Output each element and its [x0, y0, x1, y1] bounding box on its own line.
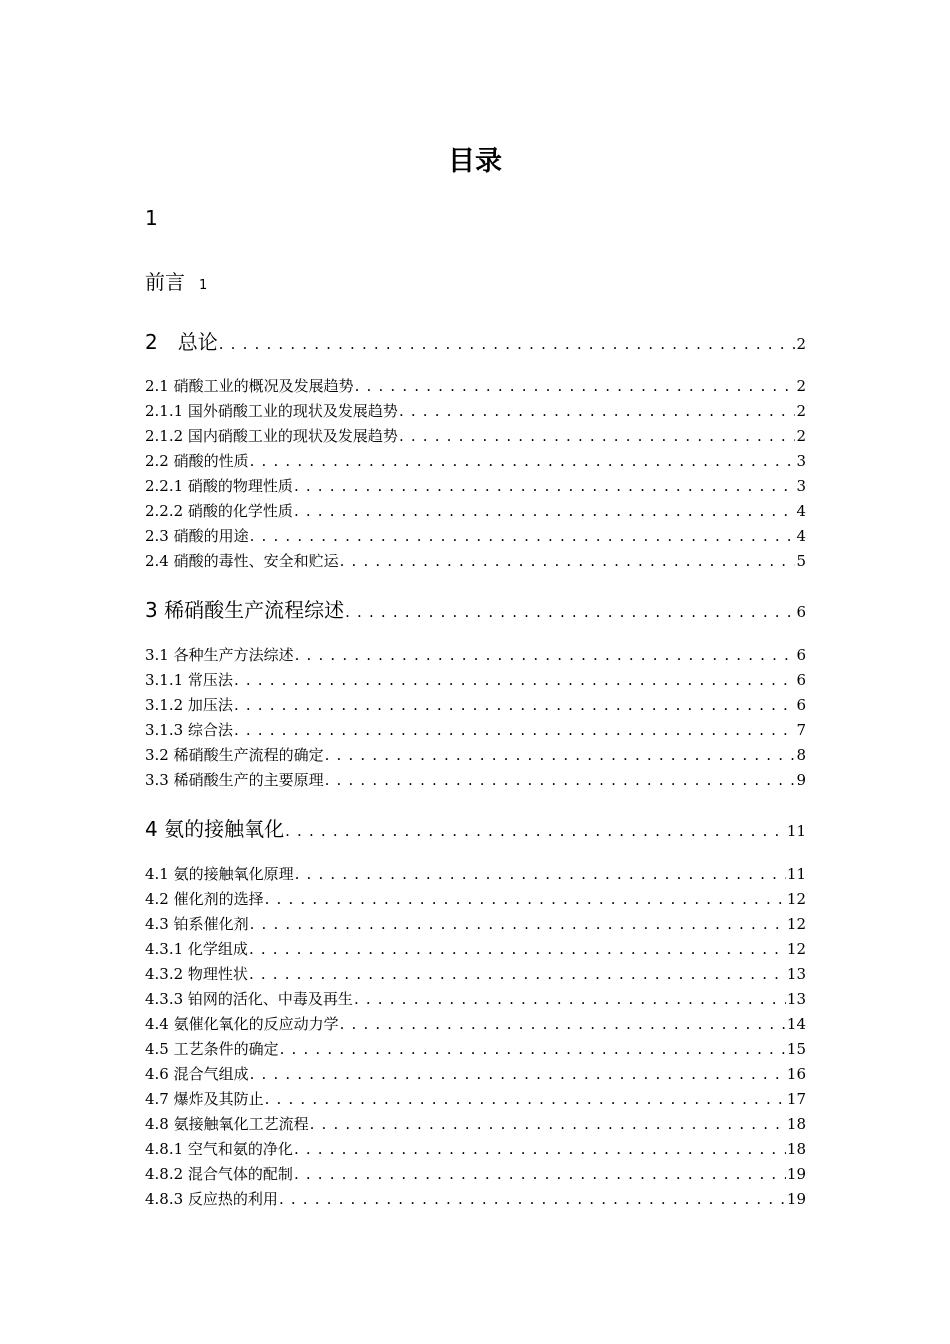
toc-section[interactable]: [145, 1038, 806, 1059]
toc-leader: [265, 1090, 786, 1108]
toc-section[interactable]: [145, 525, 806, 546]
toc-section[interactable]: [145, 550, 806, 571]
toc-entry-page: 2: [796, 402, 806, 420]
toc-entry-label: 4.3.1 化学组成: [145, 940, 248, 958]
toc-entry-page: 6: [796, 696, 806, 714]
toc-entry-page: 15: [786, 1040, 806, 1058]
toc-entry-label: 4.3.3 铂网的活化、中毒及再生: [145, 990, 353, 1008]
toc-section[interactable]: [145, 769, 806, 790]
toc-section[interactable]: [145, 863, 806, 884]
toc-entry-label: 3.2 稀硝酸生产流程的确定: [145, 746, 324, 764]
toc-section[interactable]: [145, 694, 806, 715]
toc-entry-label: 2.1 硝酸工业的概况及发展趋势: [145, 377, 354, 395]
toc-entry-label: 2.2.2 硝酸的化学性质: [145, 502, 293, 520]
toc-section[interactable]: [145, 1013, 806, 1034]
toc-leader: [219, 335, 796, 353]
toc-section[interactable]: [145, 475, 806, 496]
toc-entry-page: 13: [786, 965, 806, 983]
toc-section[interactable]: [145, 744, 806, 765]
toc-leader: [250, 1065, 786, 1083]
toc-entry-label: 4.7 爆炸及其防止: [145, 1090, 264, 1108]
toc-section[interactable]: [145, 938, 806, 959]
toc-entry-page: 18: [786, 1115, 806, 1133]
toc-entry-label: 4.8.3 反应热的利用: [145, 1190, 278, 1208]
toc-section[interactable]: [145, 988, 806, 1009]
toc-entry-label: 3.1.1 常压法: [145, 671, 233, 689]
toc-section[interactable]: [145, 1088, 806, 1109]
toc-entry-page: 6: [796, 603, 806, 621]
toc-entry-page: 7: [796, 721, 806, 739]
toc-entry-label: 4.8.2 混合气体的配制: [145, 1165, 293, 1183]
page-title: 目录: [448, 146, 502, 177]
toc-entry-label: 4.2 催化剂的选择: [145, 890, 264, 908]
toc-leader: [355, 377, 796, 395]
toc-leader: [234, 696, 796, 714]
toc-entry-label: 3.1.2 加压法: [145, 696, 233, 714]
toc-leader: [249, 940, 786, 958]
toc-section[interactable]: [145, 719, 806, 740]
toc-entry-label: 4 氨的接触氧化: [145, 817, 285, 841]
toc-entry-page: 12: [786, 940, 806, 958]
toc-leader: [325, 746, 796, 764]
toc-leader: [340, 552, 796, 570]
toc-chapter[interactable]: [145, 594, 806, 623]
toc-entry-page: 2: [796, 427, 806, 445]
toc-leader: [279, 1190, 786, 1208]
toc-entry-label: 1: [145, 206, 158, 230]
toc-entry-page: 2: [796, 377, 806, 395]
toc-entry-number: [145, 206, 158, 230]
toc-leader: [354, 990, 786, 1008]
toc-entry-label: 2.1.2 国内硝酸工业的现状及发展趋势: [145, 427, 398, 445]
toc-entry-label: 4.5 工艺条件的确定: [145, 1040, 279, 1058]
toc-entry-page: 12: [786, 890, 806, 908]
toc-leader: [250, 915, 786, 933]
toc-entry-label: 2.1.1 国外硝酸工业的现状及发展趋势: [145, 402, 398, 420]
toc-entry-page: 3: [796, 477, 806, 495]
toc-leader: [294, 1140, 786, 1158]
toc-entry-page: 11: [786, 822, 806, 840]
toc-section[interactable]: [145, 888, 806, 909]
toc-section[interactable]: [145, 1063, 806, 1084]
toc-entry-page: 1: [199, 278, 208, 293]
toc-chapter[interactable]: [145, 813, 806, 842]
toc-leader: [250, 452, 796, 470]
toc-entry-page: 18: [786, 1140, 806, 1158]
toc-entry-page: 11: [786, 865, 806, 883]
toc-leader: [399, 427, 796, 445]
toc-entry-label: 4.6 混合气组成: [145, 1065, 249, 1083]
toc-entry-page: 12: [786, 915, 806, 933]
toc-section[interactable]: [145, 375, 806, 396]
toc-leader: [294, 477, 796, 495]
toc-entry-page: 2: [796, 335, 806, 353]
toc-entry-label: 3 稀硝酸生产流程综述: [145, 598, 345, 622]
toc-leader: [345, 603, 795, 621]
toc-entry-label: 4.8 氨接触氧化工艺流程: [145, 1115, 309, 1133]
toc-entry-label: 4.3 铂系催化剂: [145, 915, 249, 933]
toc-entry-label: 2.2 硝酸的性质: [145, 452, 249, 470]
toc-section[interactable]: [145, 913, 806, 934]
toc-entry-page: 13: [786, 990, 806, 1008]
toc-entry-label: 3.1.3 综合法: [145, 721, 233, 739]
toc-section[interactable]: [145, 1163, 806, 1184]
toc-section[interactable]: [145, 425, 806, 446]
toc-section[interactable]: [145, 1138, 806, 1159]
toc-entry-page: 3: [796, 452, 806, 470]
toc-leader: [249, 965, 786, 983]
toc-entry-label: 3.1 各种生产方法综述: [145, 646, 294, 664]
toc-entry-label: 2.4 硝酸的毒性、安全和贮运: [145, 552, 339, 570]
toc-entry-label: 2.3 硝酸的用途: [145, 527, 249, 545]
toc-section[interactable]: [145, 500, 806, 521]
toc-leader: [325, 771, 796, 789]
toc-leader: [295, 865, 786, 883]
toc-entry-label: 2 总论: [145, 330, 218, 354]
toc-section[interactable]: [145, 400, 806, 421]
toc-entry-label: 4.4 氨催化氧化的反应动力学: [145, 1015, 339, 1033]
toc-entry-page: 9: [796, 771, 806, 789]
toc-entry-page: 4: [796, 502, 806, 520]
toc-leader: [294, 502, 796, 520]
toc-entry-label: 4.1 氨的接触氧化原理: [145, 865, 294, 883]
toc-entry-label: 4.3.2 物理性状: [145, 965, 248, 983]
toc-entry-page: 17: [786, 1090, 806, 1108]
toc-entry-label: 3.3 稀硝酸生产的主要原理: [145, 771, 324, 789]
toc-entry-page: 19: [786, 1165, 806, 1183]
toc-leader: [340, 1015, 786, 1033]
toc-section[interactable]: [145, 644, 806, 665]
toc-entry-label: 2.2.1 硝酸的物理性质: [145, 477, 293, 495]
toc-leader: [310, 1115, 786, 1133]
toc-leader: [234, 671, 796, 689]
toc-chapter[interactable]: [145, 326, 806, 355]
toc-section[interactable]: [145, 669, 806, 690]
toc-entry-page: 14: [786, 1015, 806, 1033]
toc-leader: [234, 721, 796, 739]
toc-entry-label: 前言: [145, 270, 185, 294]
toc-entry-page: 6: [796, 671, 806, 689]
toc-entry-preface[interactable]: [145, 266, 207, 295]
toc-section[interactable]: [145, 963, 806, 984]
toc-leader: [294, 1165, 786, 1183]
toc-section[interactable]: [145, 1113, 806, 1134]
toc-leader: [280, 1040, 786, 1058]
toc-entry-page: 8: [796, 746, 806, 764]
toc-entry-label: 4.8.1 空气和氨的净化: [145, 1140, 293, 1158]
toc-leader: [295, 646, 796, 664]
toc-entry-page: 6: [796, 646, 806, 664]
toc-leader: [399, 402, 796, 420]
toc-entry-page: 19: [786, 1190, 806, 1208]
toc-leader: [265, 890, 786, 908]
toc-leader: [285, 822, 786, 840]
toc-section[interactable]: [145, 1188, 806, 1209]
toc-entry-page: 4: [796, 527, 806, 545]
toc-section[interactable]: [145, 450, 806, 471]
toc-entry-page: 16: [786, 1065, 806, 1083]
toc-leader: [250, 527, 796, 545]
toc-entry-page: 5: [796, 552, 806, 570]
